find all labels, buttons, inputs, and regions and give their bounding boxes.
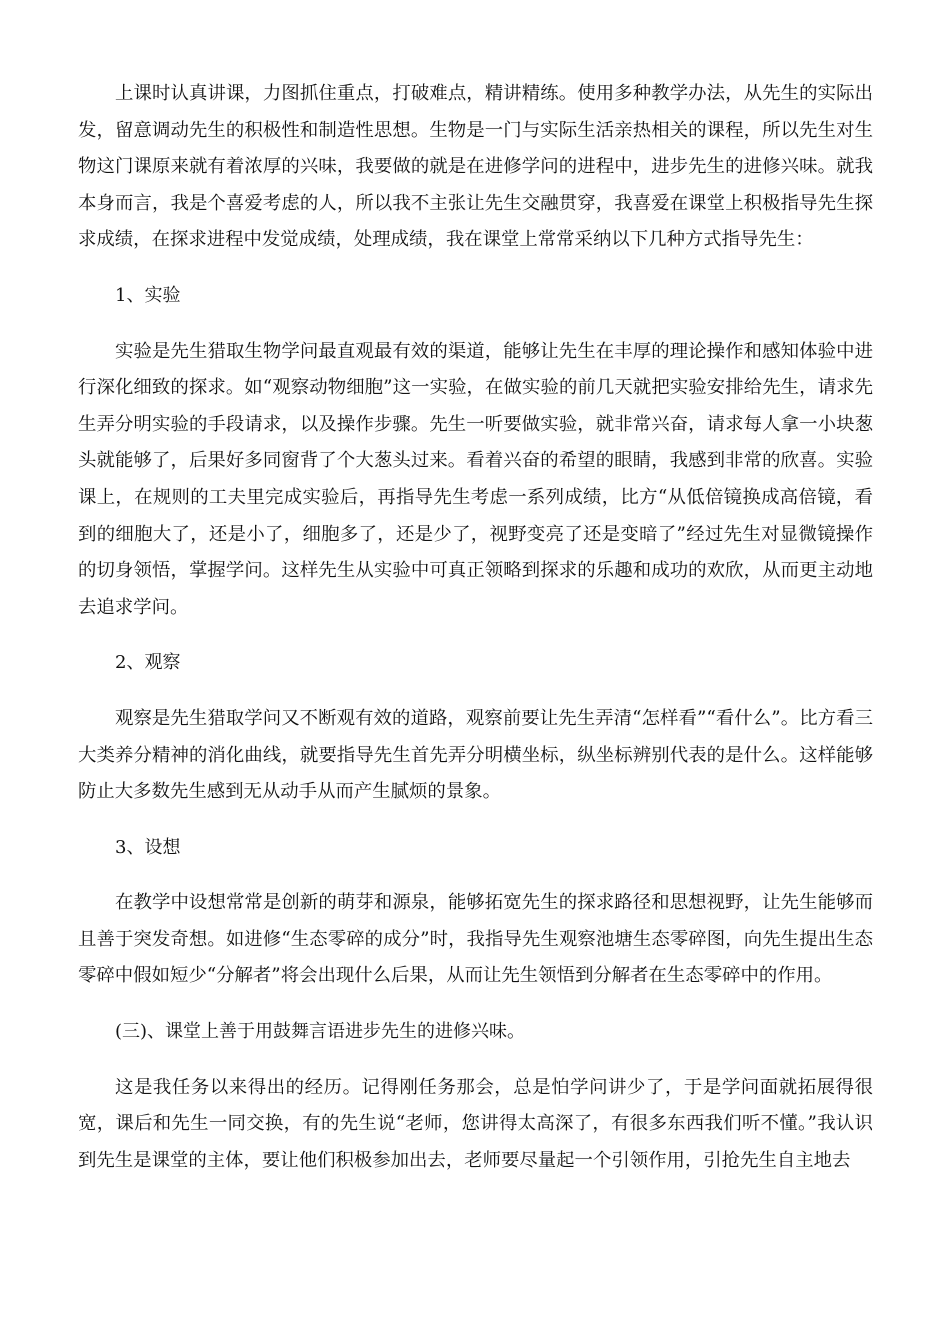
document-body: [78, 76, 873, 1179]
paragraph-gap: [78, 626, 873, 645]
paragraph-gap: [78, 811, 873, 830]
paragraph-experiment: 实验是先生猎取生物学问最直观最有效的渠道，能够让先生在丰厚的理论操作和感知体验中进行深化细致的探求。如“观察动物细胞”这一实验，在做实验的前几天就把实验安排给先生，请求先生弄分明实验的手段请求，以及操作步骤。先生一听要做实验，就非常兴奋，请求每人拿一小块葱头就能够了，后果好多同窗背了个大葱头过来。看着兴奋的希望的眼睛，我感到非常的欣喜。实验课上，在规则的工夫里完成实验后，再指导先生考虑一系列成绩，比方“从低倍镜换成高倍镜，看到的细胞大了，还是小了，细胞多了，还是少了，视野变亮了还是变暗了”经过先生对显微镜操作的切身领悟，掌握学问。这样先生从实验中可真正领略到探求的乐趣和成功的欢欣，从而更主动地去追求学问。: [78, 340, 873, 618]
paragraph-gap: [78, 1051, 873, 1070]
paragraph-gap: [78, 315, 873, 334]
paragraph-gap: [78, 682, 873, 701]
paragraph-observation: 观察是先生猎取学问又不断观有效的道路，观察前要让先生弄清“怎样看”“看什么”。比方看三大类养分精神的消化曲线，就要指导先生首先弄分明横坐标，纵坐标辨别代表的是什么。这样能够防止大多数先生感到无从动手从而产生腻烦的景象。: [78, 707, 873, 803]
heading-encouragement: (三)、课堂上善于用鼓舞言语进步先生的进修兴味。: [115, 1021, 526, 1043]
heading-observation: 2、观察: [115, 652, 181, 674]
paragraph-imagination: 在教学中设想常常是创新的萌芽和源泉，能够拓宽先生的探求路径和思想视野，让先生能够而且善于突发奇想。如进修“生态零碎的成分”时，我指导先生观察池塘生态零碎图，向先生提出生态零碎中假如短少“分解者”将会出现什么后果，从而让先生领悟到分解者在生态零碎中的作用。: [78, 892, 873, 987]
paragraph-gap: [78, 866, 873, 885]
paragraph-teaching-method: 上课时认真讲课，力图抓住重点，打破难点，精讲精练。使用多种教学办法，从先生的实际出发，留意调动先生的积极性和制造性思想。生物是一门与实际生活亲热相关的课程，所以先生对生物这门课原来就有着浓厚的兴味，我要做的就是在进修学问的进程中，进步先生的进修兴味。就我本身而言，我是个喜爱考虑的人，所以我不主张让先生交融贯穿，我喜爱在课堂上积极指导先生探求成绩，在探求进程中发觉成绩，处理成绩，我在课堂上常常采纳以下几种方式指导先生：: [78, 83, 873, 251]
paragraph-gap: [78, 995, 873, 1014]
paragraph-gap: [78, 259, 873, 278]
heading-imagination: 3、设想: [115, 836, 181, 858]
paragraph-experience: 这是我任务以来得出的经历。记得刚任务那会，总是怕学问讲少了，于是学问面就拓展得很宽，课后和先生一同交换，有的先生说“老师，您讲得太高深了，有很多东西我们听不懂。”我认识到先生是课堂的主体，要让他们积极参加出去，老师要尽量起一个引领作用，引抢先生自主地去: [78, 1076, 873, 1171]
heading-experiment: 1、实验: [115, 284, 181, 306]
